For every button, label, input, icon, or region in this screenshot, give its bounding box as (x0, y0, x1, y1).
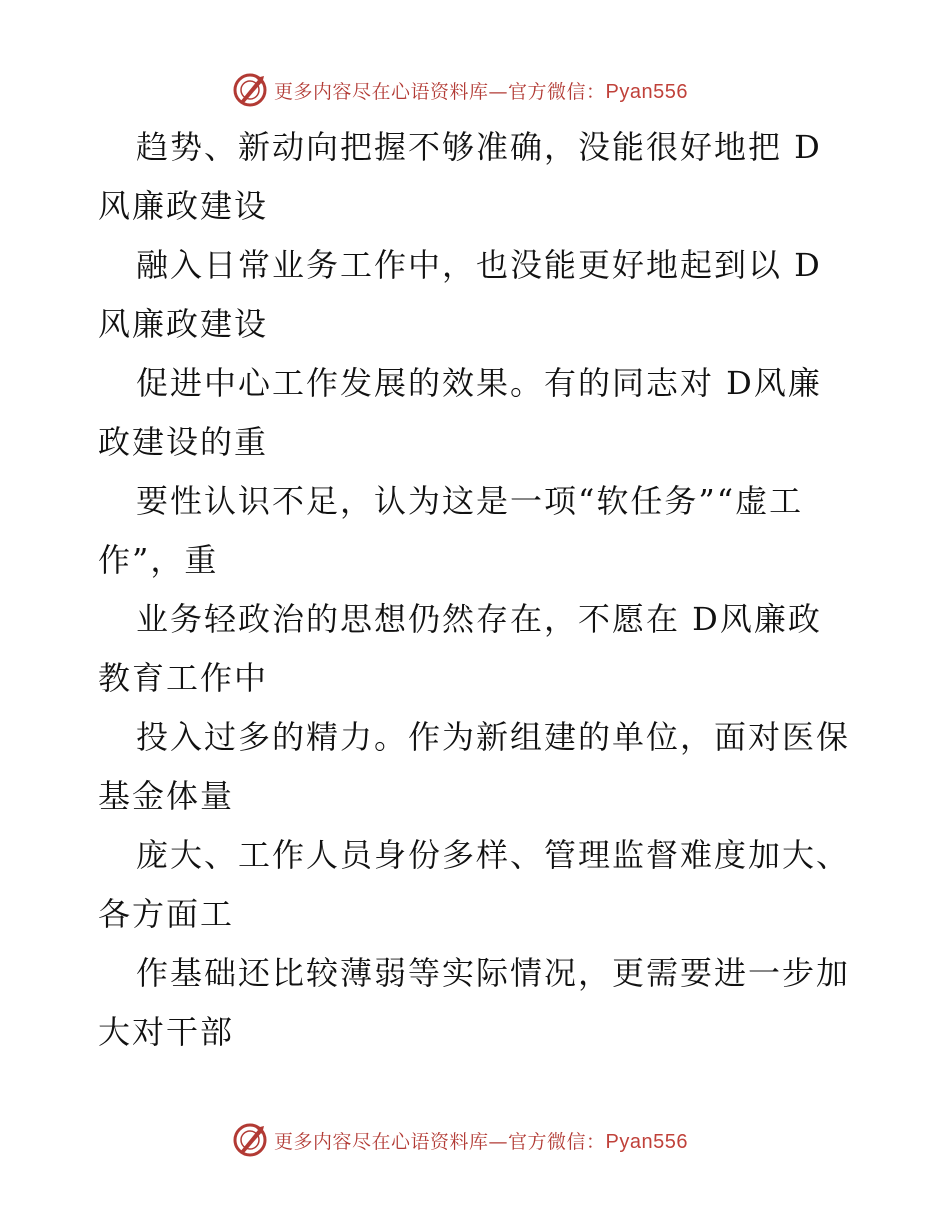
body-line: 要性认识不足，认为这是一项“软任务”“虚工 (136, 482, 804, 520)
body-line: 业务轻政治的思想仍然存在，不愿在 D风廉政 (136, 600, 822, 638)
body-line: 促进中心工作发展的效果。有的同志对 D风廉 (136, 364, 822, 402)
body-line: 风廉政建设 (98, 187, 269, 225)
banner-dash: — (488, 80, 509, 103)
body-line: 大对干部 (98, 1013, 235, 1051)
body-line: 各方面工 (98, 895, 235, 933)
footer-banner (232, 1120, 688, 1160)
document-body (98, 118, 858, 1062)
body-line: 作基础还比较薄弱等实际情况，更需要进一步加 (136, 954, 851, 992)
banner-text-main: 更多内容尽在心语资料库 (274, 1130, 489, 1153)
banner-label: 官方微信： (508, 1130, 606, 1153)
body-line: 教育工作中 (98, 659, 269, 697)
banner-wechat-id: Pyan556 (605, 1130, 688, 1153)
quill-pen-logo-icon (232, 72, 268, 108)
body-line: 作”，重 (98, 541, 219, 579)
body-line: 趋势、新动向把握不够准确，没能很好地把 D (136, 128, 822, 166)
body-line: 风廉政建设 (98, 305, 269, 343)
banner-text (274, 77, 688, 104)
body-line: 投入过多的精力。作为新组建的单位，面对医保 (136, 718, 851, 756)
body-line: 政建设的重 (98, 423, 269, 461)
header-banner (232, 70, 688, 110)
body-line: 庞大、工作人员身份多样、管理监督难度加大、 (136, 836, 851, 874)
body-line: 融入日常业务工作中，也没能更好地起到以 D (136, 246, 822, 284)
banner-label: 官方微信： (508, 80, 606, 103)
body-line: 基金体量 (98, 777, 235, 815)
quill-pen-logo-icon (232, 1122, 268, 1158)
banner-dash: — (488, 1130, 509, 1153)
banner-wechat-id: Pyan556 (605, 80, 688, 103)
banner-text (274, 1127, 688, 1154)
banner-text-main: 更多内容尽在心语资料库 (274, 80, 489, 103)
